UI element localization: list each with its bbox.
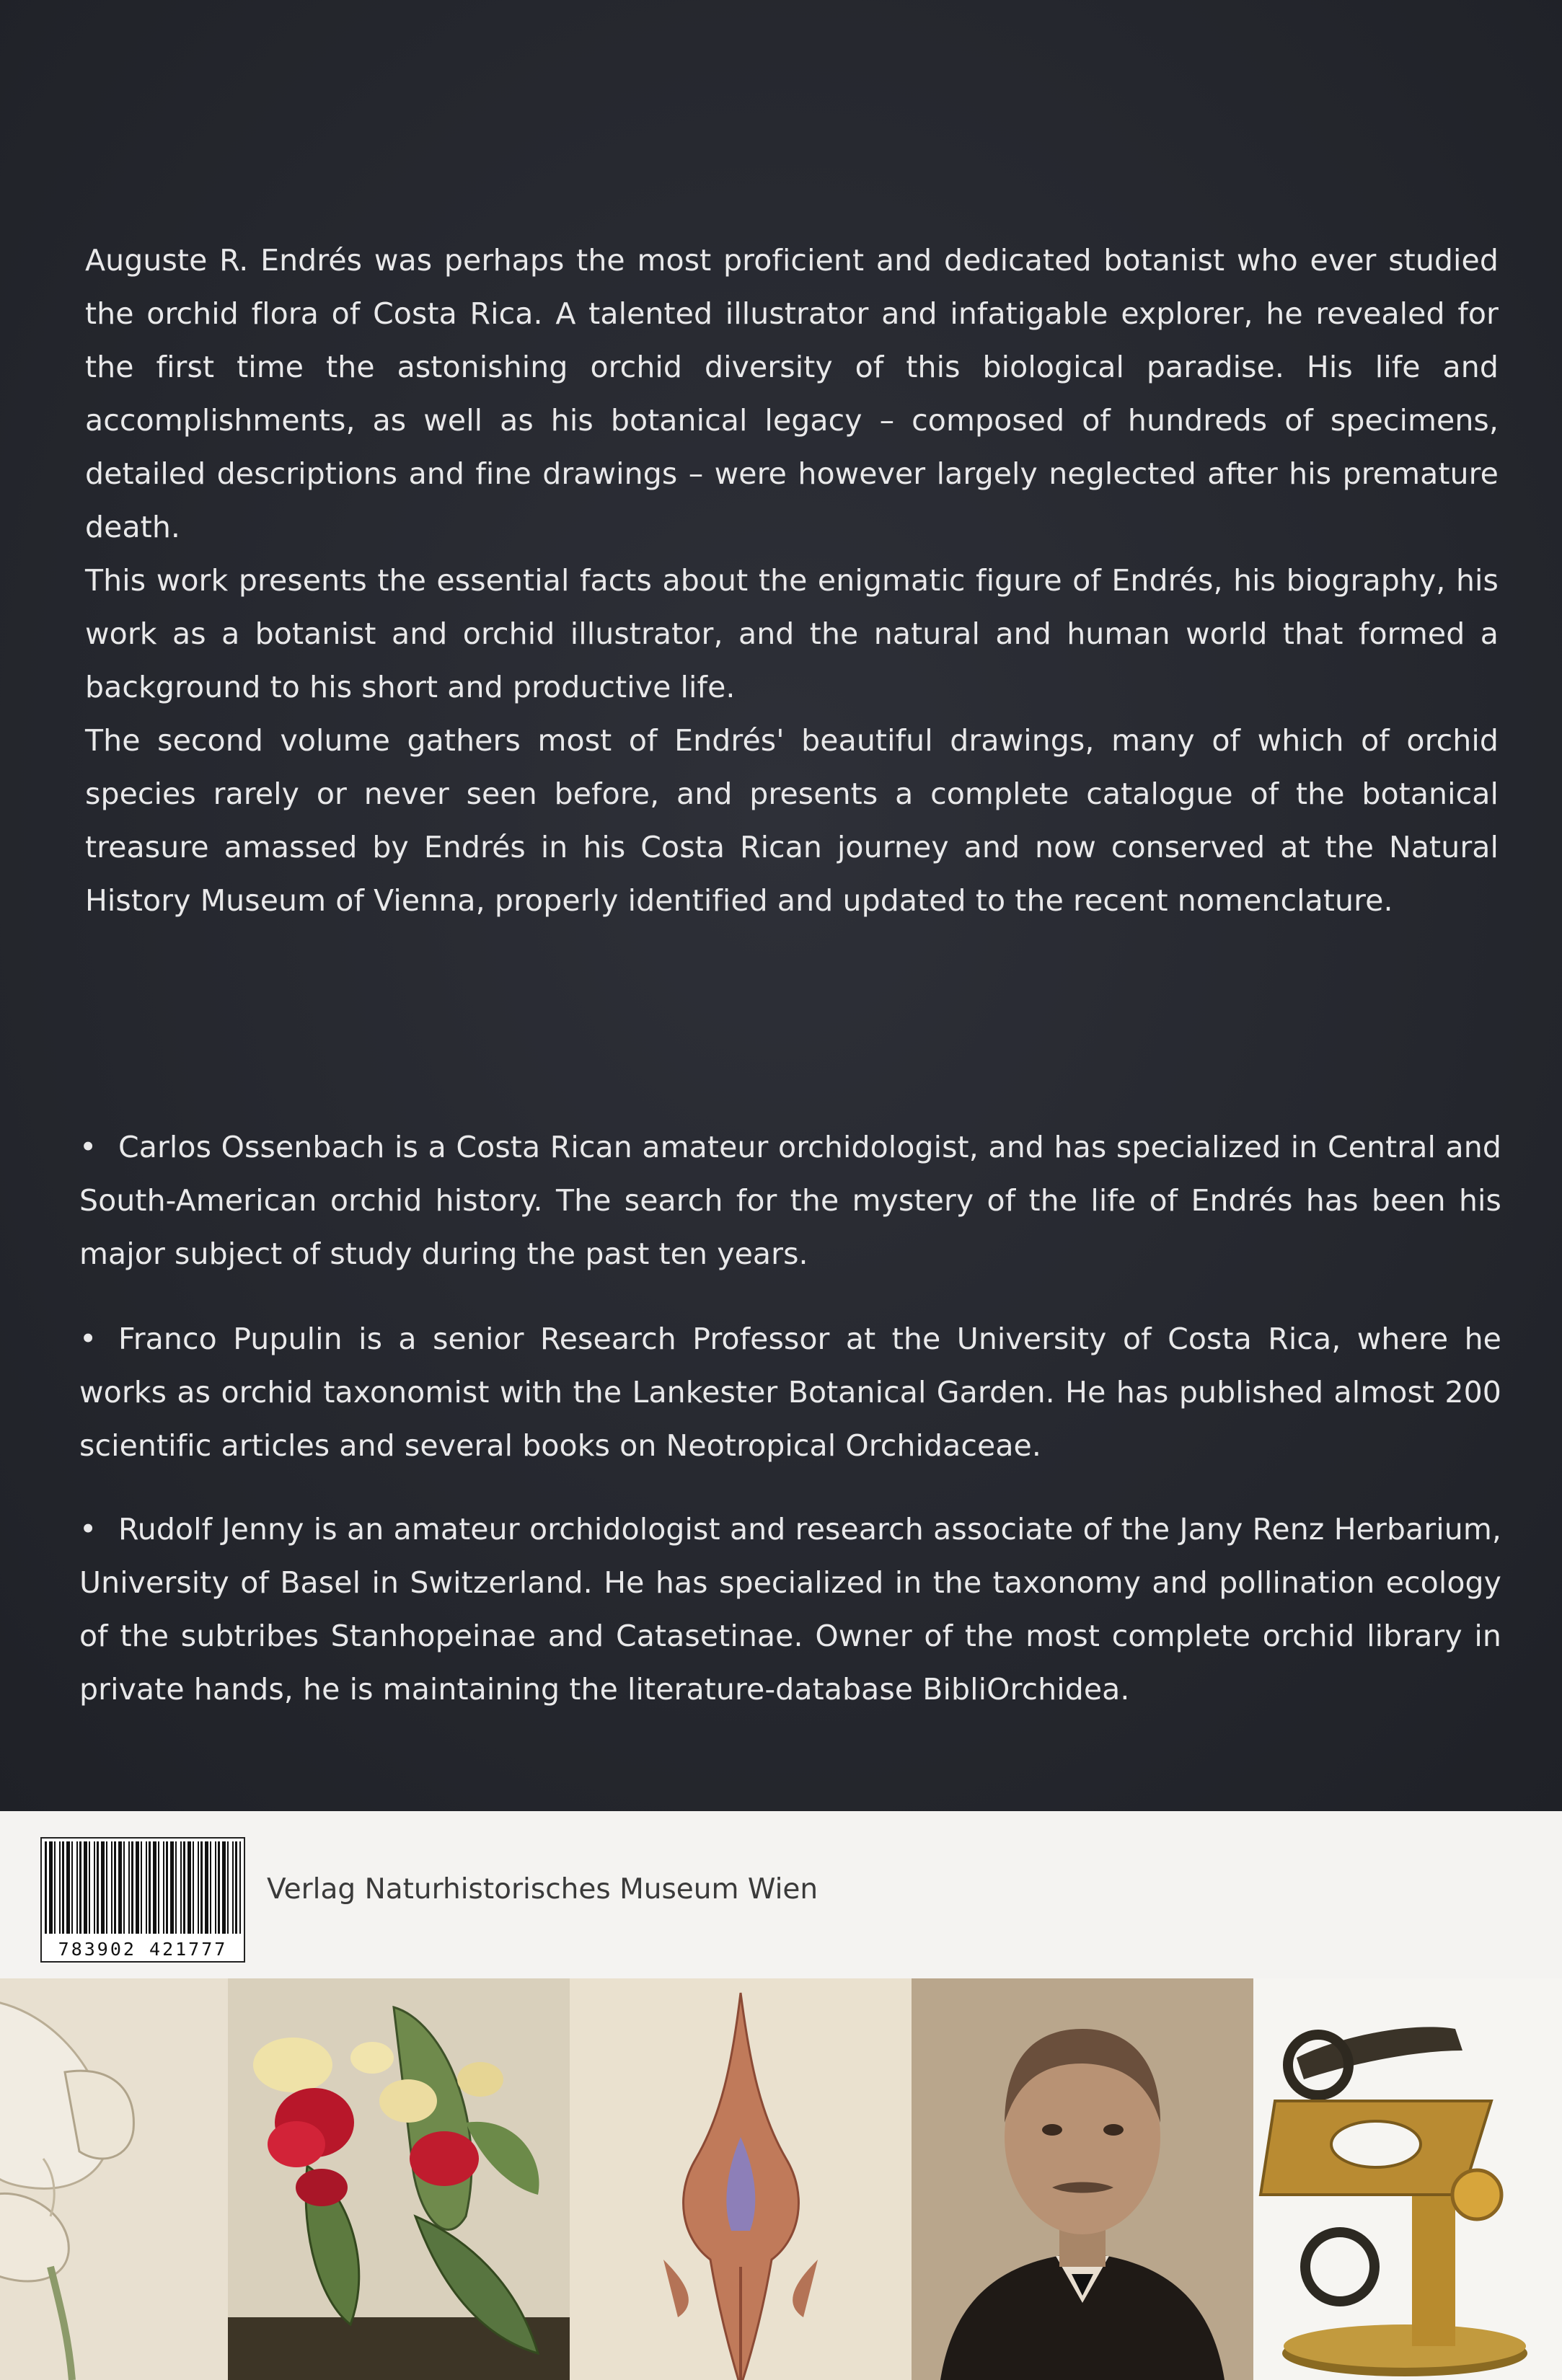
author-bio-text: Franco Pupulin is a senior Research Professor at the University of Costa Rica, where he works as orchid taxonomist with the Lankester Botanical Garden. He has published almost 200 scientific articles and several books on Neotropical Orchidaceae. xyxy=(79,1322,1501,1463)
white-orchid-drawing-image xyxy=(0,1978,228,2380)
endres-portrait-image xyxy=(912,1978,1253,2380)
intro-text xyxy=(85,234,1499,927)
author-bio-pupulin xyxy=(79,1312,1501,1472)
intro-paragraph-2: This work presents the essential facts about the enigmatic figure of Endrés, his biography, his work as a botanist and orchid illustrator, and the natural and human world that formed a background to his short and productive life. xyxy=(85,563,1499,704)
publisher-name: Verlag Naturhistorisches Museum Wien xyxy=(267,1873,818,1906)
orchid-flower-drawing-image xyxy=(570,1978,912,2380)
photo-strip xyxy=(0,1978,1562,2380)
brass-microscope-image xyxy=(1253,1978,1562,2380)
barcode-bars xyxy=(45,1841,241,1934)
author-bio-ossenbach xyxy=(79,1120,1501,1280)
bullet: • xyxy=(79,1130,97,1164)
isbn-barcode xyxy=(40,1837,245,1963)
cattleya-painting-image xyxy=(228,1978,570,2380)
author-bio-text: Rudolf Jenny is an amateur orchidologist and research associate of the Jany Renz Herbarium, University of Basel in Switzerland. He has specialized in the taxonomy and pollination ecology of the subtribes Stanhopeinae and Catasetinae. Owner of the most complete orchid library in private hands, he is maintaining the literature-database BibliOrchidea. xyxy=(79,1512,1501,1707)
bullet: • xyxy=(79,1512,97,1547)
barcode-digits: 783902 421777 xyxy=(58,1939,228,1960)
author-bio-jenny xyxy=(79,1503,1501,1716)
intro-paragraph-3: The second volume gathers most of Endrés' beautiful drawings, many of which of orchid species rarely or never seen before, and presents a complete catalogue of the botanical treasure amassed by Endrés in his Costa Rican journey and now conserved at the Natural History Museum of Vienna, properly identified and updated to the recent nomenclature. xyxy=(85,723,1499,918)
intro-paragraph-1: Auguste R. Endrés was perhaps the most proficient and dedicated botanist who ever studied the orchid flora of Costa Rica. A talented illustrator and infatigable explorer, he revealed for the first time the astonishing orchid diversity of this biological paradise. His life and accomplishments, as well as his botanical legacy – composed of hundreds of specimens, detailed descriptions and fine drawings – were however largely neglected after his premature death. xyxy=(85,243,1499,544)
bullet: • xyxy=(79,1322,97,1356)
author-bio-text: Carlos Ossenbach is a Costa Rican amateur orchidologist, and has specialized in Central and South-American orchid history. The search for the mystery of the life of Endrés has been his major subject of study during the past ten years. xyxy=(79,1130,1501,1271)
